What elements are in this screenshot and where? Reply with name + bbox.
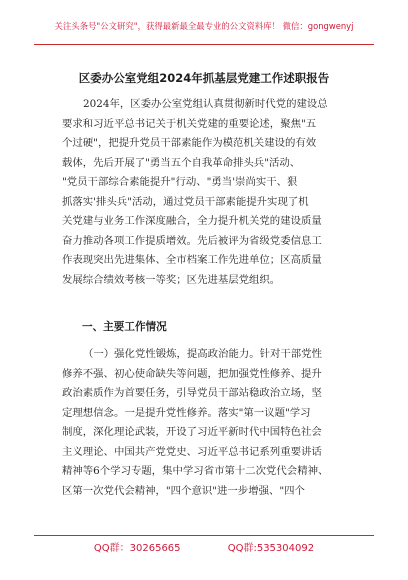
footer: [0, 539, 408, 554]
section-line: 定理想信念。一是提升党性修养。落实"第一议题"学习: [62, 406, 311, 419]
intro-paragraph: [62, 95, 348, 290]
section-line: 主义理论、中国共产党党史、习近平总书记系列重要讲话: [62, 445, 322, 458]
intro-line: 载体，先后开展了"勇当五个自我革命排头兵"活动、: [62, 156, 301, 169]
intro-line: 作表现突出先进集体、全市档案工作先进单位；区高质量: [62, 254, 322, 266]
intro-line: 抓落实'排头兵"活动，通过党员干部素能提升实现了机: [62, 195, 309, 208]
intro-line: 2024年，区委办公室党组认真贯彻新时代党的建设总: [83, 98, 328, 110]
footer-qq-group-1: QQ群：30265665: [93, 543, 181, 554]
footer-qq-group-2: QQ群:535304092: [227, 543, 315, 554]
intro-line: 关党建与业务工作深度融合，全力提升机关党的建设质量: [62, 215, 322, 227]
intro-line: 要求和习近平总书记关于机关党建的重要论述，聚焦"五: [62, 117, 317, 130]
section-paragraph: [62, 345, 348, 501]
header-divider: [34, 44, 374, 45]
intro-line: 奋力推动各项工作提质增效。先后被评为省级党委信息工: [62, 234, 322, 247]
section-line: 修养不强、初心使命缺失等问题，把加强党性修养、提升: [62, 367, 322, 380]
section-heading: 一、主要工作情况: [82, 321, 167, 333]
section-line: 政治素质作为首要任务，引导党员干部站稳政治立场，坚: [62, 387, 322, 399]
header-promo-note: 关注头条号"公文研究"，获得最新最全最专业的公文资料库！ 微信：gongwenyj: [54, 21, 354, 31]
section-line: （一）强化党性锻炼，提高政治能力。针对干部党性: [83, 348, 322, 360]
intro-line: "党员干部综合素能提升"行动、"勇当'崇尚实干、狠: [62, 176, 298, 188]
section-line: 区第一次党代会精神，"四个意识"进一步增强、"四个: [62, 484, 305, 497]
intro-line: 发展综合绩效考核一等奖；区先进基层党组织。: [62, 273, 281, 286]
section-line: 制度，深化理论武装，开设了习近平新时代中国特色社会: [62, 426, 322, 438]
footer-divider: [34, 535, 374, 536]
section-line: 精神等6个学习专题，集中学习省市第十二次党代会精神、: [62, 465, 329, 477]
intro-line: 个过硬"，把提升党员干部素能作为模范机关建设的有效: [62, 137, 317, 149]
document-title: 区委办公室党组2024年抓基层党建工作述职报告: [78, 71, 330, 85]
